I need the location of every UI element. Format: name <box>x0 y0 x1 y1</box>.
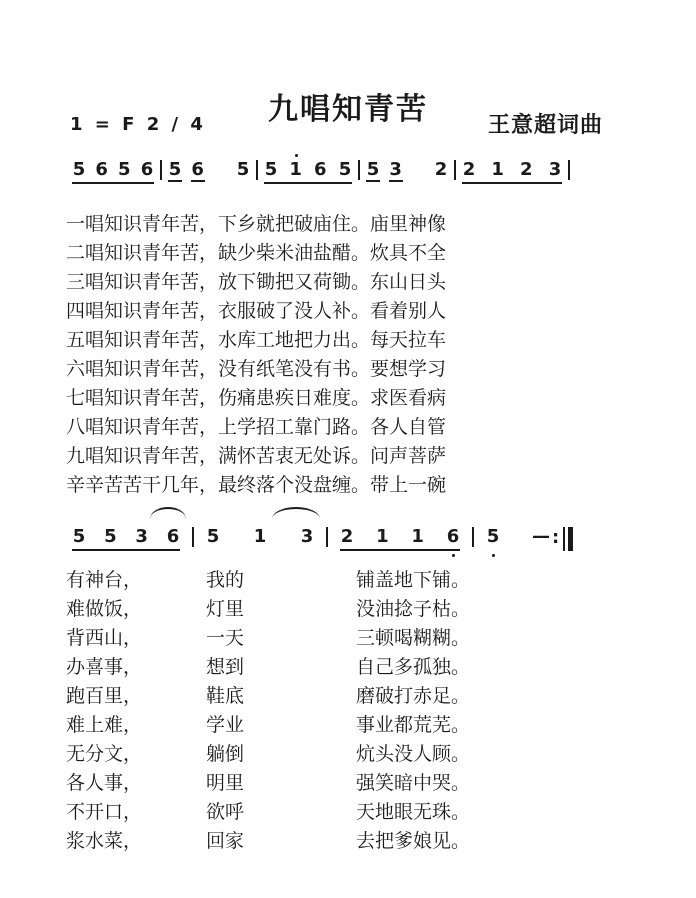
bar-line <box>568 160 570 180</box>
note: 2 <box>462 159 476 180</box>
bar-line <box>454 160 456 180</box>
verse-line <box>66 653 586 682</box>
note: 5 <box>72 159 86 180</box>
verse-line <box>66 769 586 798</box>
bar-line <box>326 527 328 547</box>
note: 5 <box>118 159 131 180</box>
lyric-segment: 想到 <box>206 656 245 678</box>
repeat-end-barline <box>563 527 573 551</box>
note: 1 <box>289 159 302 180</box>
note: 6 <box>95 159 108 180</box>
note: 2 <box>520 159 533 180</box>
verse-line <box>66 827 586 856</box>
measure-3 <box>264 160 352 184</box>
verse-line <box>66 595 586 624</box>
note: 6 <box>446 526 460 547</box>
lyric-segment: 天地眼无珠。 <box>356 801 471 823</box>
author-credit: 王意超词曲 <box>488 113 604 138</box>
verse-line: 七唱知识青年苦，伤痛患疾日难度。求医看病 <box>66 387 447 409</box>
slur-mark <box>150 507 186 519</box>
lyric-segment: 跑百里， <box>66 685 143 707</box>
note: 5 <box>104 526 117 547</box>
lyric-segment: 明里 <box>206 772 245 794</box>
measure-4 <box>366 160 448 184</box>
measure-1 <box>72 160 154 184</box>
note: 5 <box>264 159 278 180</box>
lyric-segment: 无分文， <box>66 743 143 765</box>
note: 5 <box>338 159 352 180</box>
note: 2 <box>340 526 354 547</box>
lyric-segment: 不开口， <box>66 801 143 823</box>
verse-line: 二唱知识青年苦，缺少柴米油盐醋。炊具不全 <box>66 242 447 264</box>
note: 5 <box>366 159 380 180</box>
lyric-segment: 没油捻子枯。 <box>356 598 471 620</box>
lyric-segment: 躺倒 <box>206 743 245 765</box>
measure-6 <box>72 527 180 551</box>
lyric-segment: 办喜事， <box>66 656 143 678</box>
verse-line <box>66 740 586 769</box>
repeat-colon: : <box>552 527 560 548</box>
song-title: 九唱知青苦 <box>268 92 428 127</box>
note: 1 <box>376 526 389 547</box>
lyric-segment: 难做饭， <box>66 598 143 620</box>
rest-dash: — <box>532 526 550 547</box>
lyric-segment: 有神台， <box>66 569 143 591</box>
verses-block-2 <box>66 566 586 856</box>
note: 3 <box>135 526 148 547</box>
note: 1 <box>411 526 424 547</box>
measure-8 <box>340 527 460 551</box>
note: 3 <box>300 526 314 547</box>
note: 6 <box>314 159 327 180</box>
lyric-segment: 鞋底 <box>206 685 245 707</box>
verse-line: 五唱知识青年苦，水库工地把力出。每天拉车 <box>66 329 447 351</box>
lyric-segment: 学业 <box>206 714 245 736</box>
bar-line <box>358 160 360 180</box>
note: 6 <box>140 159 154 180</box>
note: 5 <box>486 526 500 547</box>
verses-block-1 <box>66 210 446 500</box>
slur-mark <box>272 507 320 519</box>
lyric-segment: 背西山， <box>66 627 143 649</box>
bar-line <box>256 160 258 180</box>
notation-line-1 <box>72 160 576 184</box>
note: 5 <box>206 526 220 547</box>
verse-line: 六唱知识青年苦，没有纸笔没有书。要想学习 <box>66 358 447 380</box>
measure-9 <box>486 527 550 547</box>
verse-line: 辛辛苦苦干几年，最终落个没盘缠。带上一碗 <box>66 474 447 496</box>
notation-line-2 <box>72 527 573 551</box>
lyric-segment: 三顿喝糊糊。 <box>356 627 471 649</box>
verse-line: 八唱知识青年苦，上学招工靠门路。各人自管 <box>66 416 447 438</box>
note: 5 <box>72 526 86 547</box>
lyric-segment: 灯里 <box>206 598 245 620</box>
verse-line <box>66 682 586 711</box>
lyric-segment: 难上难， <box>66 714 143 736</box>
verse-line: 四唱知识青年苦，衣服破了没人补。看着别人 <box>66 300 447 322</box>
lyric-segment: 事业都荒芜。 <box>356 714 471 736</box>
note: 2 <box>434 159 448 180</box>
measure-7 <box>206 527 314 547</box>
key-signature: 1 = F 2 / 4 <box>70 114 206 135</box>
lyric-segment: 欲呼 <box>206 801 245 823</box>
bar-line <box>192 527 194 547</box>
lyric-segment: 一天 <box>206 627 245 649</box>
verse-line <box>66 624 586 653</box>
note: 3 <box>389 159 402 180</box>
lyric-segment: 铺盖地下铺。 <box>356 569 471 591</box>
lyric-segment: 强笑暗中哭。 <box>356 772 471 794</box>
note: 6 <box>166 526 180 547</box>
note: 3 <box>548 159 562 180</box>
lyric-segment: 各人事， <box>66 772 143 794</box>
verse-line: 一唱知识青年苦，下乡就把破庙住。庙里神像 <box>66 213 447 235</box>
verse-line <box>66 798 586 827</box>
verse-line: 九唱知识青年苦，满怀苦衷无处诉。问声菩萨 <box>66 445 447 467</box>
measure-5 <box>462 160 562 184</box>
note: 5 <box>236 159 250 180</box>
verse-line <box>66 566 586 595</box>
verse-line <box>66 711 586 740</box>
verse-line: 三唱知识青年苦，放下锄把又荷锄。东山日头 <box>66 271 447 293</box>
measure-2 <box>168 160 250 184</box>
lyric-segment: 回家 <box>206 830 245 852</box>
lyric-segment: 浆水菜， <box>66 830 143 852</box>
lyric-segment: 我的 <box>206 569 245 591</box>
note: 1 <box>491 159 504 180</box>
lyric-segment: 磨破打赤足。 <box>356 685 471 707</box>
note: 5 <box>168 159 182 180</box>
bar-line <box>472 527 474 547</box>
lyric-segment: 炕头没人顾。 <box>356 743 471 765</box>
note: 1 <box>253 526 267 547</box>
lyric-segment: 自己多孤独。 <box>356 656 471 678</box>
lyric-segment: 去把爹娘见。 <box>356 830 471 852</box>
bar-line <box>160 160 162 180</box>
note: 6 <box>191 159 204 180</box>
